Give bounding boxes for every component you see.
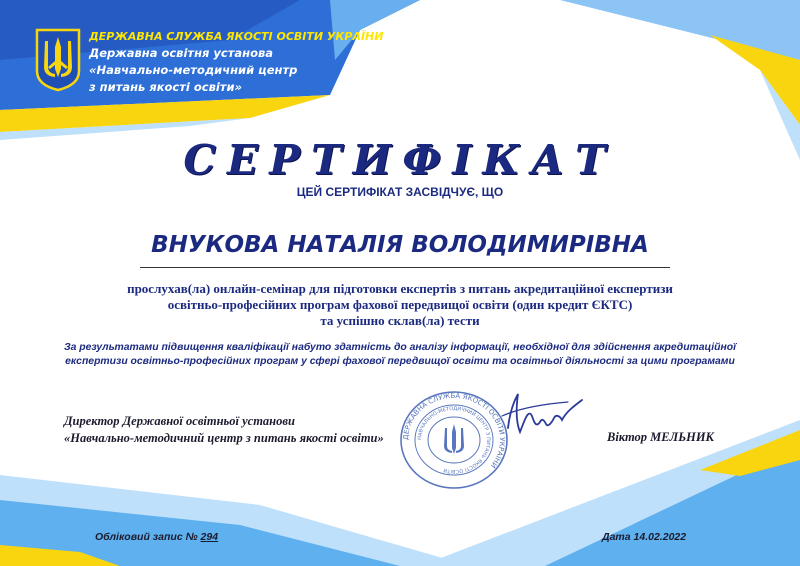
issue-date — [602, 531, 686, 543]
signatory-position-line-1: Директор Державної освітньої установи — [64, 414, 295, 428]
record-number: 294 — [200, 531, 219, 543]
recipient-name: ВНУКОВА НАТАЛІЯ ВОЛОДИМИРІВНА — [151, 232, 649, 258]
qualification-note-line-2: експертизи освітньо-професійних програм у сфері фахової передвищої освіти та освітньої діяльності за цими програмами — [65, 356, 735, 367]
org-center-name-line2: з питань якості освіти» — [89, 80, 242, 94]
certificate-subtitle: ЦЕЙ СЕРТИФІКАТ ЗАСВІДЧУЄ, ЩО — [296, 185, 504, 199]
certificate-title: СЕРТИФІКАТ — [183, 136, 617, 184]
body-line-3: та успішно склав(ла) тести — [320, 313, 480, 328]
handwritten-signature-icon — [490, 386, 590, 446]
record-entry — [95, 531, 218, 543]
recipient-underline — [140, 267, 670, 268]
signatory-position-line-2: «Навчально-методичний центр з питань якості освіти» — [64, 431, 384, 445]
date-value: 14.02.2022 — [633, 531, 687, 543]
org-institution-type: Державна освітня установа — [89, 46, 274, 60]
org-service-name: ДЕРЖАВНА СЛУЖБА ЯКОСТІ ОСВІТИ УКРАЇНИ — [89, 30, 384, 43]
date-label: Дата — [602, 531, 631, 543]
org-center-name-line1: «Навчально-методичний центр — [89, 63, 298, 77]
stamp-inner-text: НАВЧАЛЬНО-МЕТОДИЧНИЙ ЦЕНТР З ПИТАНЬ ЯКОСТІ ОСВІТИ — [416, 405, 492, 475]
signatory-name: Віктор МЕЛЬНИК — [607, 430, 715, 444]
body-line-1: прослухав(ла) онлайн-семінар для підготовки експертів з питань акредитаційної експертизи — [127, 281, 673, 296]
qualification-note-line-1: За результатами підвищення кваліфікації набуто здатність до аналізу інформації, необхідної для здійснення акредитаційної — [63, 342, 737, 353]
body-line-2: освітньо-професійних програм фахової передвищої освіти (один кредит ЄКТС) — [167, 297, 633, 312]
stamp-outer-text: ДЕРЖАВНА СЛУЖБА ЯКОСТІ ОСВІТИ УКРАЇНИ — [401, 391, 507, 470]
record-label: Обліковий запис № — [95, 531, 198, 543]
trident-crest-icon — [34, 27, 82, 92]
